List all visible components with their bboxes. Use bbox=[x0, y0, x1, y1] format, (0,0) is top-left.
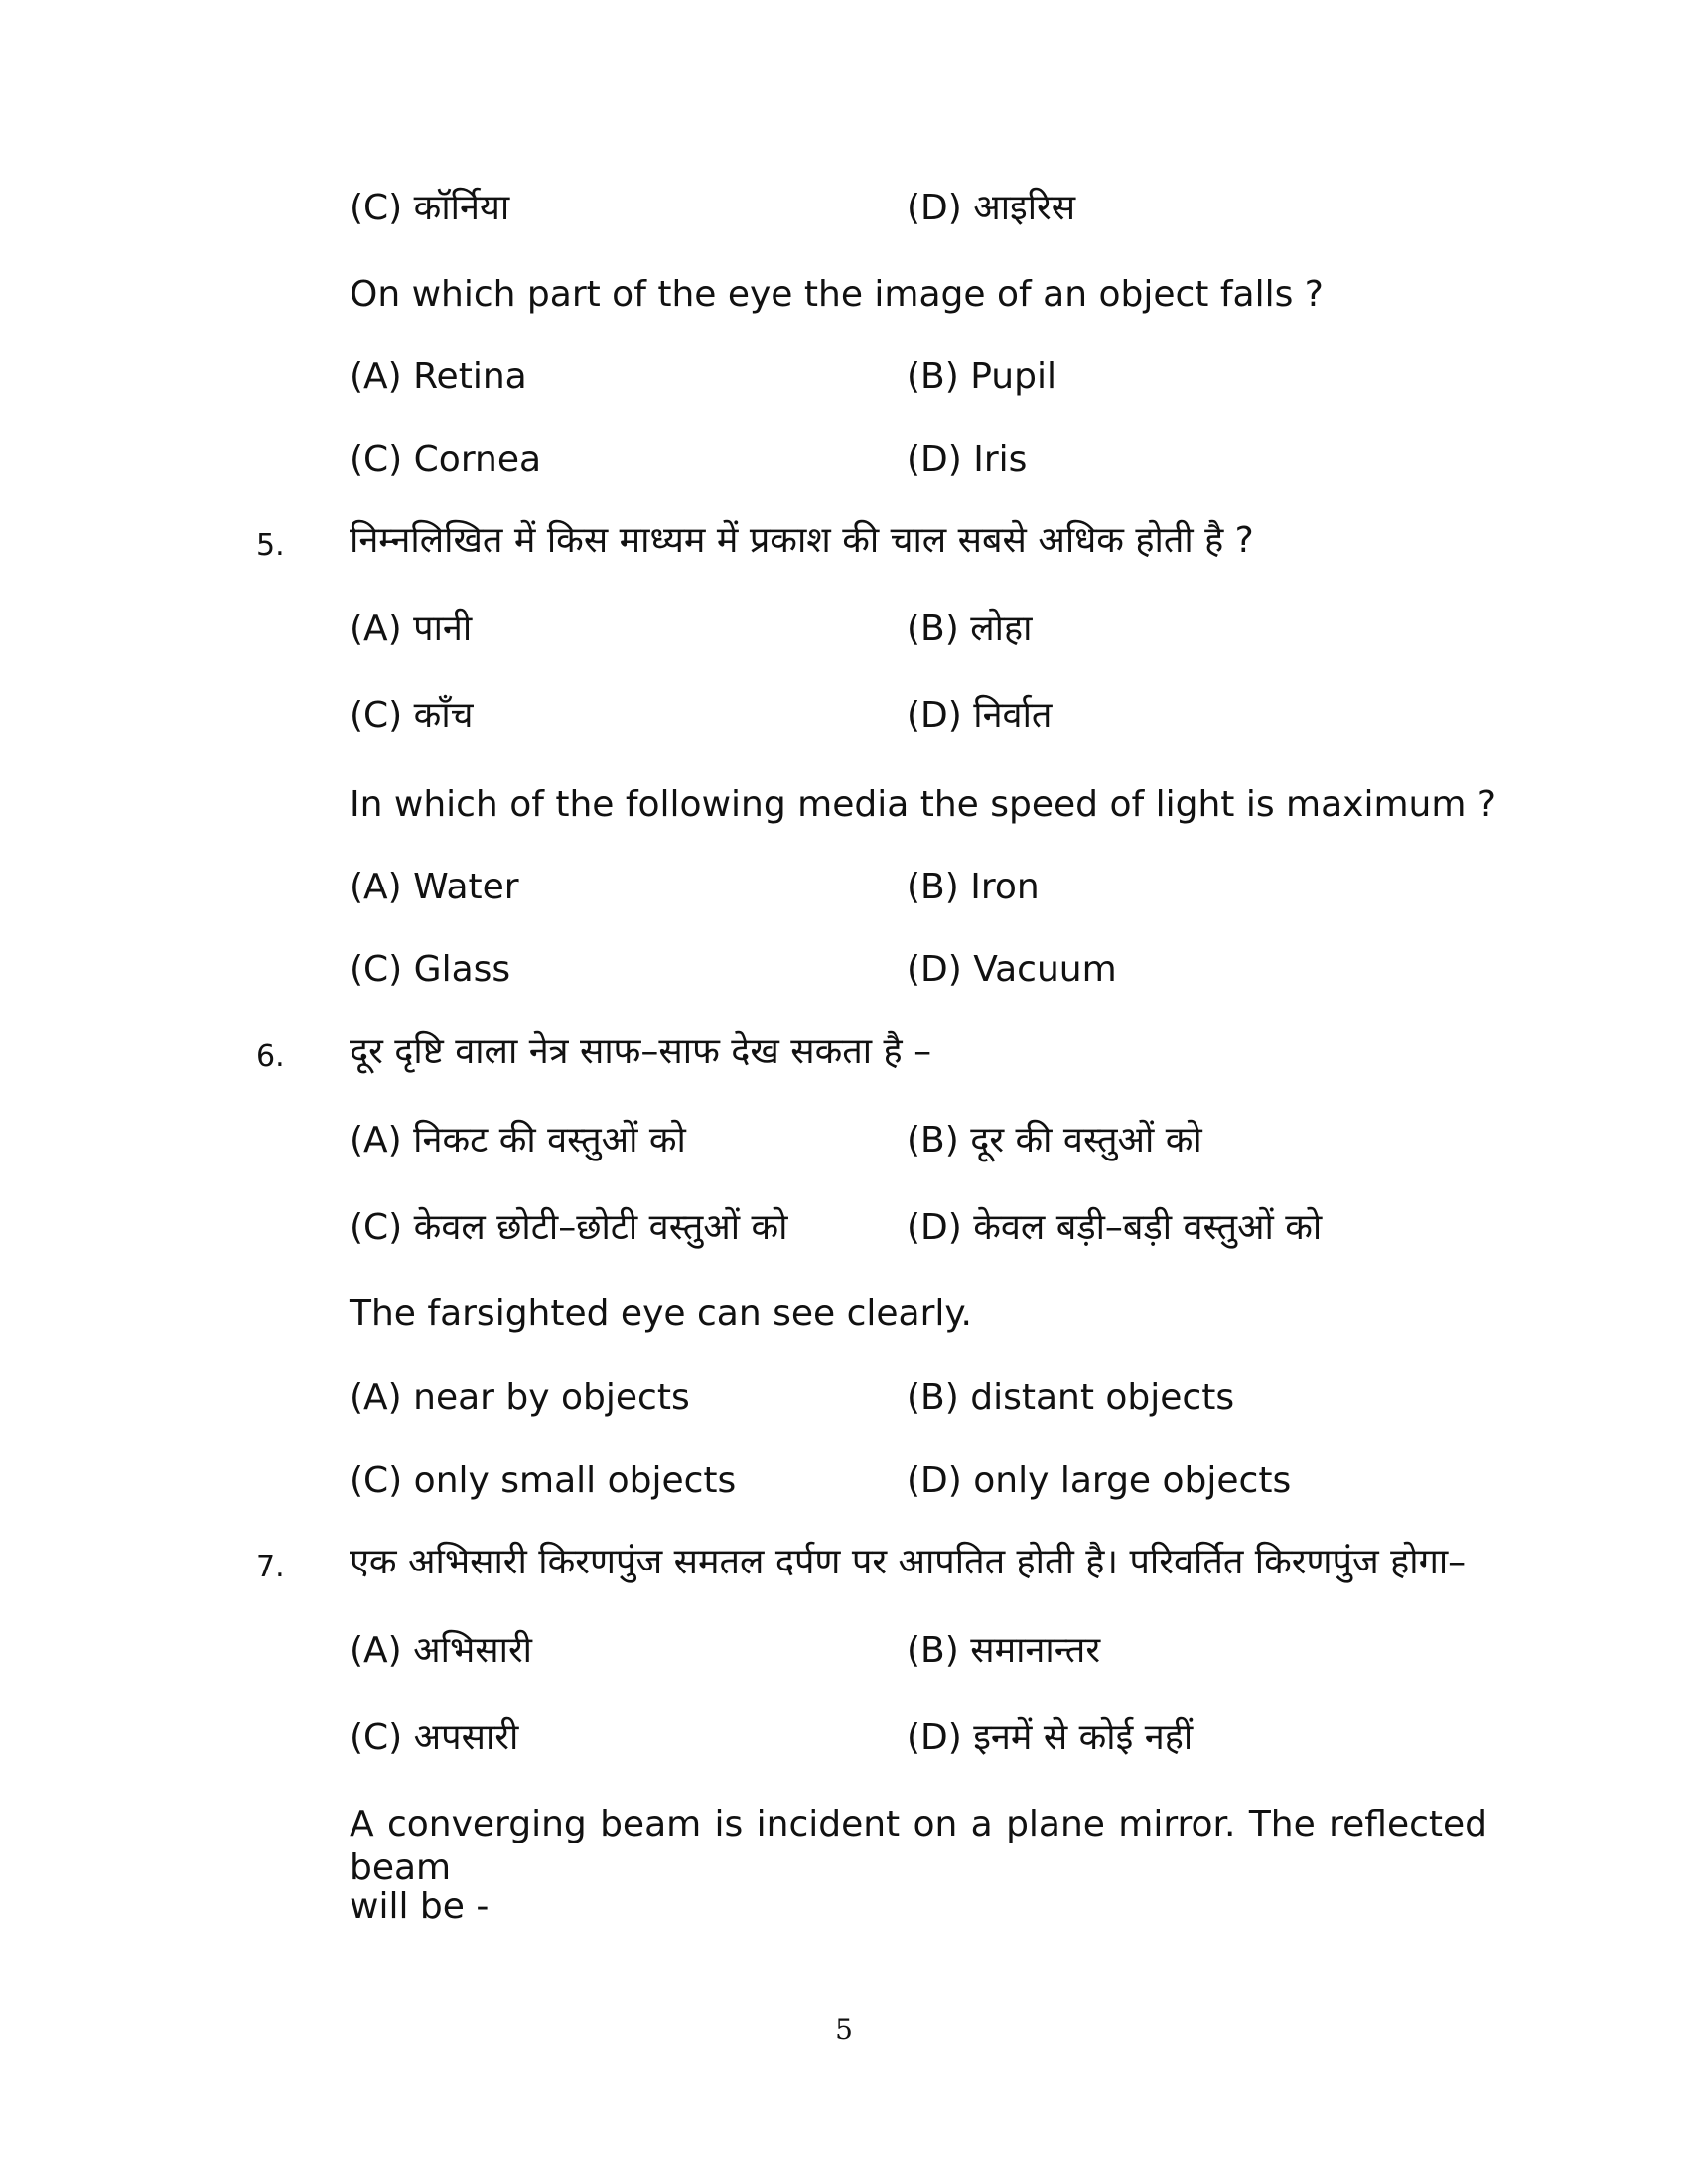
q5-english-stem: In which of the following media the speed of light is maximum ? bbox=[350, 784, 1496, 825]
q6-english-option-b: (B) distant objects bbox=[907, 1377, 1235, 1418]
q5-number: 5. bbox=[256, 528, 285, 563]
q6-number: 6. bbox=[256, 1039, 285, 1074]
q7-number: 7. bbox=[256, 1550, 285, 1584]
page-number: 5 bbox=[835, 2013, 853, 2046]
q7-hindi-option-c: (C) अपसारी bbox=[350, 1717, 519, 1758]
q4-hindi-option-c: (C) कॉर्निया bbox=[350, 188, 510, 228]
q5-english-option-b: (B) Iron bbox=[907, 867, 1040, 907]
q6-hindi-option-a: (A) निकट की वस्तुओं को bbox=[350, 1120, 686, 1160]
q4-english-option-d: (D) Iris bbox=[907, 439, 1028, 479]
q7-hindi-option-a: (A) अभिसारी bbox=[350, 1630, 533, 1671]
q4-english-option-b: (B) Pupil bbox=[907, 356, 1056, 397]
q5-hindi-stem: निम्नलिखित में किस माध्यम में प्रकाश की चाल सबसे अधिक होती है ? bbox=[350, 520, 1254, 561]
q6-english-option-d: (D) only large objects bbox=[907, 1460, 1292, 1501]
q5-english-option-a: (A) Water bbox=[350, 867, 519, 907]
q6-hindi-option-c: (C) केवल छोटी–छोटी वस्तुओं को bbox=[350, 1207, 788, 1248]
q7-english-stem-line-1: A converging beam is incident on a plane mirror. The reflected beam bbox=[350, 1804, 1487, 1888]
q5-hindi-option-d: (D) निर्वात bbox=[907, 695, 1053, 736]
q4-english-stem: On which part of the eye the image of an object falls ? bbox=[350, 274, 1324, 315]
q6-english-stem: The farsighted eye can see clearly. bbox=[350, 1294, 972, 1334]
q4-english-option-a: (A) Retina bbox=[350, 356, 527, 397]
q6-hindi-option-d: (D) केवल बड़ी–बड़ी वस्तुओं को bbox=[907, 1207, 1323, 1248]
q5-english-option-c: (C) Glass bbox=[350, 949, 511, 990]
q7-english-stem-line-2: will be - bbox=[350, 1886, 490, 1927]
q5-hindi-option-c: (C) काँच bbox=[350, 695, 474, 736]
q6-english-option-c: (C) only small objects bbox=[350, 1460, 737, 1501]
q7-hindi-stem: एक अभिसारी किरणपुंज समतल दर्पण पर आपतित होती है। परिवर्तित किरणपुंज होगा– bbox=[350, 1542, 1467, 1582]
q6-hindi-stem: दूर दृष्टि वाला नेत्र साफ–साफ देख सकता है – bbox=[350, 1031, 932, 1072]
q5-hindi-option-a: (A) पानी bbox=[350, 609, 473, 649]
q7-hindi-option-d: (D) इनमें से कोई नहीं bbox=[907, 1717, 1194, 1758]
q6-english-option-a: (A) near by objects bbox=[350, 1377, 690, 1418]
q5-hindi-option-b: (B) लोहा bbox=[907, 609, 1033, 649]
q5-english-option-d: (D) Vacuum bbox=[907, 949, 1117, 990]
q7-hindi-option-b: (B) समानान्तर bbox=[907, 1630, 1101, 1671]
q4-english-option-c: (C) Cornea bbox=[350, 439, 542, 479]
q4-hindi-option-d: (D) आइरिस bbox=[907, 188, 1076, 228]
q6-hindi-option-b: (B) दूर की वस्तुओं को bbox=[907, 1120, 1202, 1160]
